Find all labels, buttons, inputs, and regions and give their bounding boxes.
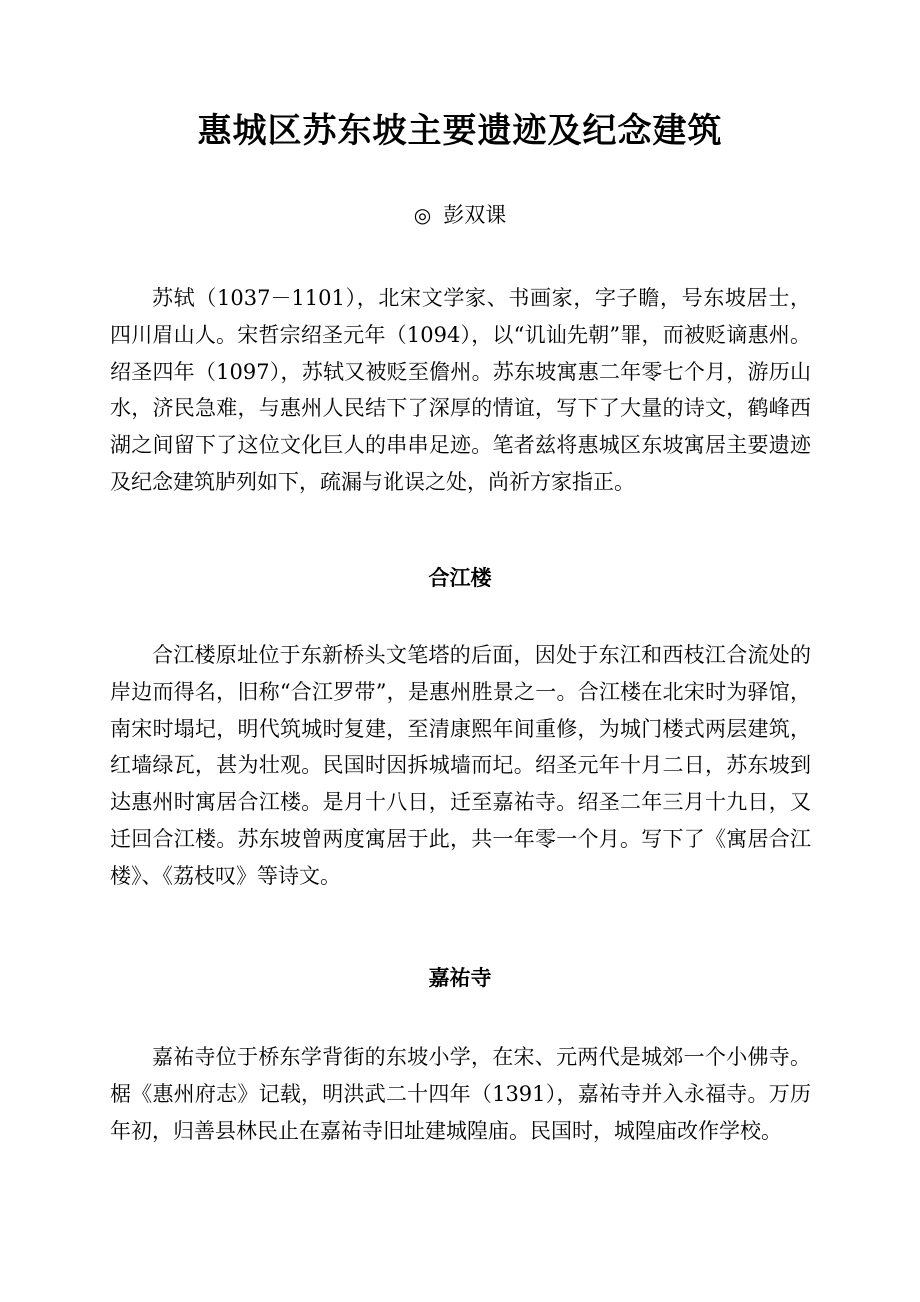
author-mark: ◎ <box>413 203 432 227</box>
jiayousi-paragraph: 嘉祐寺位于桥东学背街的东坡小学，在宋、元两代是城郊一个小佛寺。椐《惠州府志》记载，明洪武二十四年（1391），嘉祐寺并入永福寺。万历年初，归善县林民止在嘉祐寺旧址建城隍庙。民国时，城隍庙改作学校。 <box>110 1045 811 1143</box>
intro-paragraph: 苏轼（1037－1101），北宋文学家、书画家，字子瞻，号东坡居士，四川眉山人。宋哲宗绍圣元年（1094），以“讥讪先朝”罪，而被贬谪惠州。绍圣四年（1097），苏轼又被贬至儋州。苏东坡寓惠二年零七个月，游历山水，济民急难，与惠州人民结下了深厚的情谊，写下了大量的诗文，鹤峰西湖之间留下了这位文化巨人的串串足迹。笔者兹将惠城区东坡寓居主要遗迹及纪念建筑胪列如下，疏漏与讹误之处，尚祈方家指正。 <box>110 286 811 494</box>
author-line <box>0 199 920 231</box>
hejianglou-paragraph: 合江楼原址位于东新桥头文笔塔的后面，因处于东江和西枝江合流处的岸边而得名，旧称“合江罗带”，是惠州胜景之一。合江楼在北宋时为驿馆，南宋时塌圮，明代筑城时复建，至清康熙年间重修，为城门楼式两层建筑，红墙绿瓦，甚为壮观。民国时因拆城墙而圮。绍圣元年十月二日，苏东坡到达惠州时寓居合江楼。是月十八日，迁至嘉祐寺。绍圣二年三月十九日，又迁回合江楼。苏东坡曾两度寓居于此，共一年零一个月。写下了《寓居合江楼》、《荔枝叹》等诗文。 <box>110 643 811 888</box>
section-heading-hejianglou: 合江楼 <box>428 566 492 590</box>
document-title: 惠城区苏东坡主要遗迹及纪念建筑 <box>197 111 723 151</box>
author-name: 彭双课 <box>443 203 507 227</box>
section-heading-jiayousi: 嘉祐寺 <box>428 966 492 990</box>
